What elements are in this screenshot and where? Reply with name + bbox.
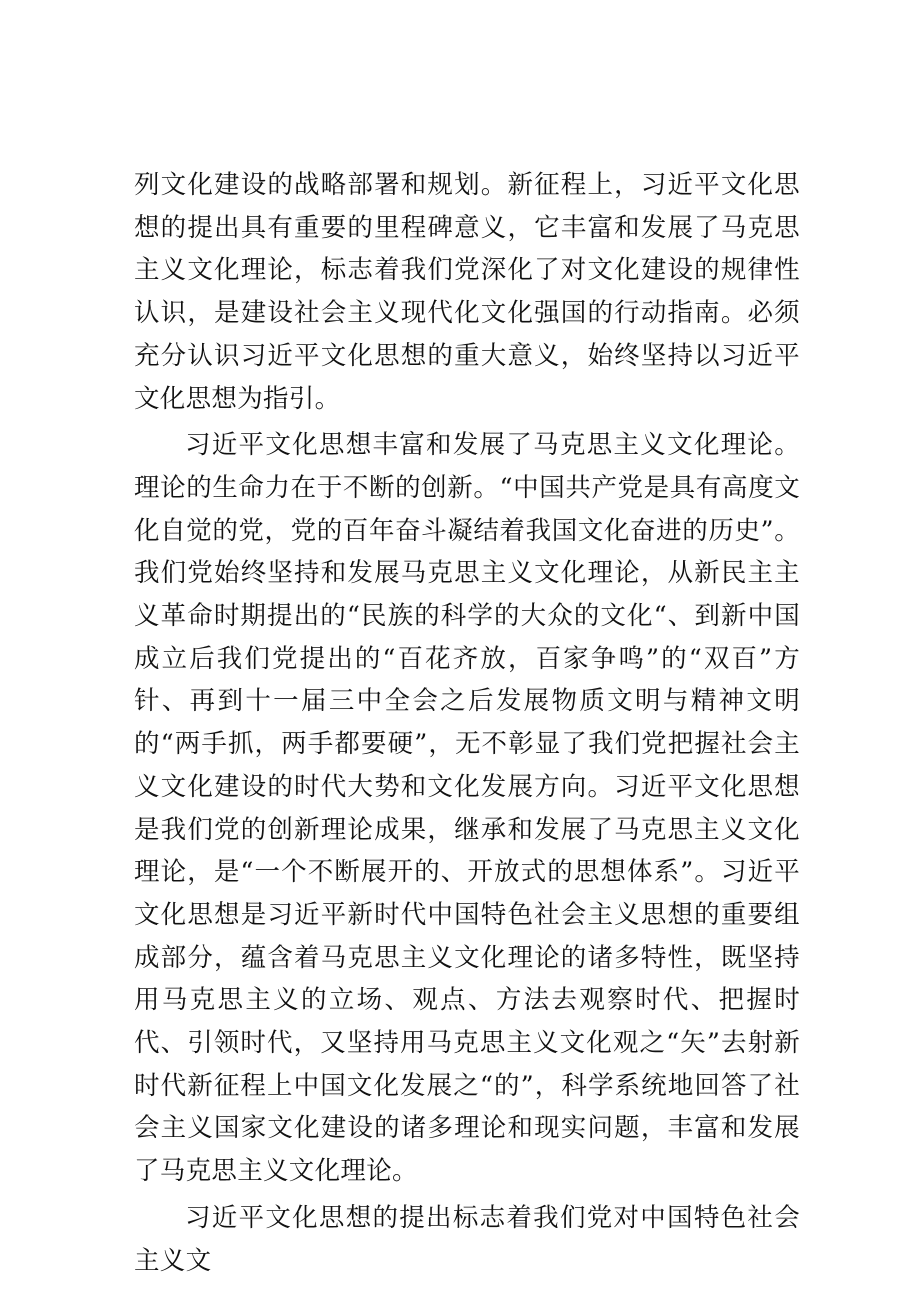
- document-body: [134, 164, 800, 1282]
- paragraph-significance: 习近平文化思想的提出标志着我们党对中国特色社会主义文: [134, 1202, 800, 1276]
- paragraph-continuation: 列文化建设的战略部署和规划。新征程上，习近平文化思想的提出具有重要的里程碑意义，它丰富和发展了马克思主义文化理论，标志着我们党深化了对文化建设的规律性认识，是建设社会主义现代化文化强国的行动指南。必须充分认识习近平文化思想的重大意义，始终坚持以习近平文化思想为指引。: [134, 170, 800, 414]
- paragraph-theory: 习近平文化思想丰富和发展了马克思主义文化理论。理论的生命力在于不断的创新。“中国共产党是具有高度文化自觉的党，党的百年奋斗凝结着我国文化奋进的历史”。我们党始终坚持和发展马克思主义文化理论，从新民主主义革命时期提出的“民族的科学的大众的文化“、到新中国成立后我们党提出的“百花齐放，百家争鸣”的“双百”方针、再到十一届三中全会之后发展物质文明与精神文明的“两手抓，两手都要硬”，无不彰显了我们党把握社会主义文化建设的时代大势和文化发展方向。习近平文化思想是我们党的创新理论成果，继承和发展了马克思主义文化理论，是“一个不断展开的、开放式的思想体系”。习近平文化思想是习近平新时代中国特色社会主义思想的重要组成部分，蕴含着马克思主义文化理论的诸多特性，既坚持用马克思主义的立场、观点、方法去观察时代、把握时代、引领时代，又坚持用马克思主义文化观之“矢”去射新时代新征程上中国文化发展之“的”，科学系统地回答了社会主义国家文化建设的诸多理论和现实问题，丰富和发展了马克思主义文化理论。: [134, 430, 800, 1187]
